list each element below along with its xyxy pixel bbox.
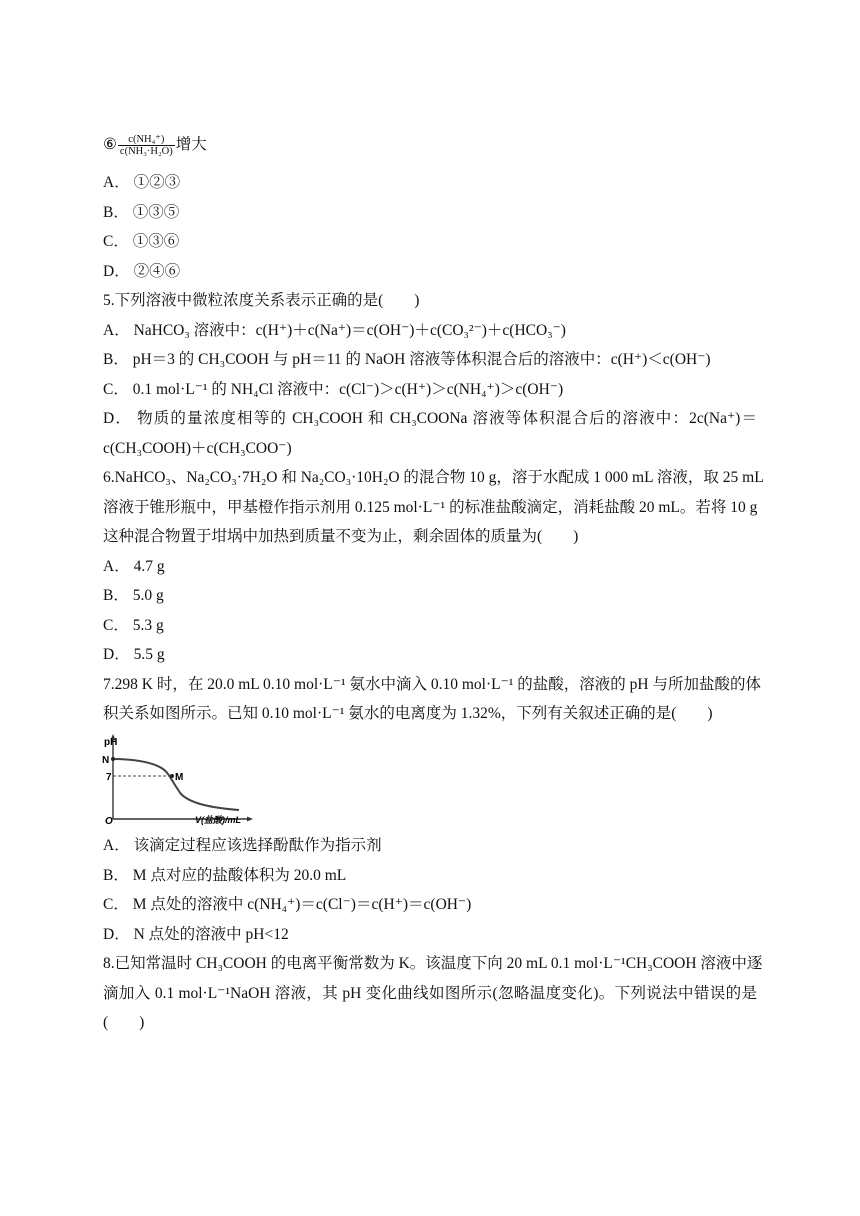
- q6-stem-line1: 6.NaHCO₃、Na₂CO₃·7H₂O 和 Na₂CO₃·10H₂O 的混合物 10 g，溶于水配成 1 000 mL 溶液，取 25 mL: [103, 469, 764, 486]
- q5-stem: 5.下列溶液中微粒浓度关系表示正确的是( ): [103, 292, 420, 309]
- q5-choice-b: B． pH＝3 的 CH₃COOH 与 pH＝11 的 NaOH 溶液等体积混合后的溶液中：c(H⁺)＜c(OH⁻): [103, 351, 711, 368]
- q7-choice-c: C． M 点处的溶液中 c(NH₄⁺)＝c(Cl⁻)＝c(H⁺)＝c(OH⁻): [103, 896, 472, 913]
- q7-stem-line2: 积关系如图所示。已知 0.10 mol·L⁻¹ 氨水的电离度为 1.32%，下列有关叙述正确的是( ): [103, 705, 713, 722]
- circled-number: ⑥: [103, 136, 117, 154]
- q4-choice-d: D． ②④⑥: [103, 263, 181, 280]
- q5-choice-d-line2: c(CH₃COOH)＋c(CH₃COO⁻): [103, 440, 292, 457]
- fraction-denominator: c(NH₃·H₂O): [119, 146, 173, 157]
- titration-curve-chart: [103, 731, 253, 825]
- q7-stem-line1: 7.298 K 时，在 20.0 mL 0.10 mol·L⁻¹ 氨水中滴入 0.10 mol·L⁻¹ 的盐酸，溶液的 pH 与所加盐酸的体: [103, 676, 761, 693]
- ph-curve: [113, 759, 239, 810]
- q6-choice-c: C． 5.3 g: [103, 617, 164, 634]
- q4-choice-b: B． ①③⑤: [103, 204, 180, 221]
- q7-choice-a: A． 该滴定过程应该选择酚酞作为指示剂: [103, 837, 382, 854]
- q5-choice-a: A． NaHCO₃ 溶液中：c(H⁺)＋c(Na⁺)＝c(OH⁻)＋c(CO₃²⁻)＋c(HCO₃⁻): [103, 322, 566, 339]
- q6-stem-line2: 溶液于锥形瓶中，甲基橙作指示剂用 0.125 mol·L⁻¹ 的标准盐酸滴定，消耗盐酸 20 mL。若将 10 g: [103, 499, 758, 516]
- y-tick-label: 7: [106, 772, 112, 783]
- ratio-fraction: [118, 134, 175, 157]
- q5-choice-d-line1: D． 物质的量浓度相等的 CH₃COOH 和 CH₃COONa 溶液等体积混合后的溶液中：2c(Na⁺)＝: [103, 410, 757, 427]
- y-axis-label: pH: [104, 737, 118, 748]
- option-tail: 增大: [175, 136, 207, 154]
- q6-choice-a: A． 4.7 g: [103, 558, 165, 575]
- q4-choice-a: A． ①②③: [103, 174, 181, 191]
- x-axis-label: V(盐酸)/mL: [195, 815, 241, 825]
- q4-option-6: [103, 134, 207, 157]
- q6-choice-d: D． 5.5 g: [103, 646, 165, 663]
- q8-stem-line3: ( ): [103, 1014, 145, 1031]
- fraction-numerator: c(NH₄⁺): [118, 134, 175, 146]
- q6-stem-line3: 这种混合物置于坩埚中加热到质量不变为止，剩余固体的质量为( ): [103, 528, 579, 545]
- point-label-n: N: [102, 755, 110, 766]
- q7-choice-b: B． M 点对应的盐酸体积为 20.0 mL: [103, 867, 347, 884]
- q8-stem-line2: 滴加入 0.1 mol·L⁻¹NaOH 溶液，其 pH 变化曲线如图所示(忽略温度变化)。下列说法中错误的是: [103, 985, 757, 1002]
- origin-label: O: [105, 816, 113, 827]
- point-m-marker: [170, 774, 174, 778]
- q4-choice-c: C． ①③⑥: [103, 233, 180, 250]
- q7-choice-d: D． N 点处的溶液中 pH<12: [103, 926, 289, 943]
- q5-choice-c: C． 0.1 mol·L⁻¹ 的 NH₄Cl 溶液中：c(Cl⁻)＞c(H⁺)＞c(NH₄⁺)＞c(OH⁻): [103, 381, 564, 398]
- x-axis-arrow: [247, 817, 253, 822]
- point-n-marker: [111, 757, 115, 761]
- q6-choice-b: B． 5.0 g: [103, 587, 164, 604]
- point-label-m: M: [175, 772, 184, 783]
- q8-stem-line1: 8.已知常温时 CH₃COOH 的电离平衡常数为 K。该温度下向 20 mL 0.1 mol·L⁻¹CH₃COOH 溶液中逐: [103, 955, 763, 972]
